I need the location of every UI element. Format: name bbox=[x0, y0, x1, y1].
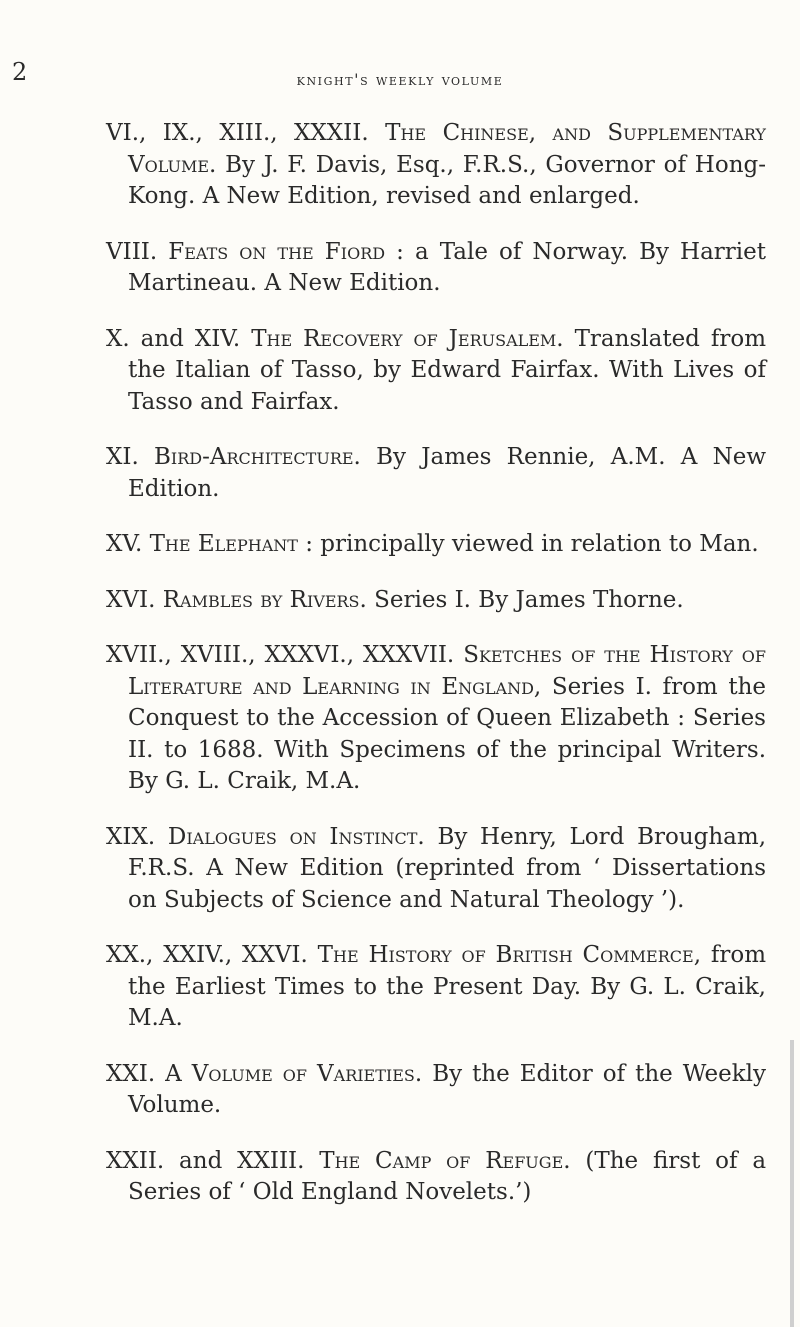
entry-details: principally viewed in relation to Man. bbox=[320, 531, 759, 557]
entry-numerals: VI., IX., XIII., XXXII. bbox=[106, 120, 369, 146]
entry-numerals: XVII., XVIII., XXXVI., XXXVII. bbox=[106, 642, 455, 668]
entry-numerals: XXI. bbox=[106, 1060, 156, 1087]
catalogue-entry bbox=[106, 1059, 766, 1122]
entry-title: Rambles by Rivers. bbox=[162, 586, 367, 613]
page-edge-shadow bbox=[790, 1040, 794, 1327]
catalogue-entry bbox=[106, 324, 766, 419]
entry-details: a Tale of Norway. By Harriet Martineau. A New Edition. bbox=[128, 238, 767, 296]
catalogue-entry bbox=[106, 237, 766, 300]
entry-numerals: XXII. and XXIII. bbox=[106, 1147, 305, 1174]
entry-title: Bird-Architecture. bbox=[154, 444, 361, 470]
entry-title: Sketches of the History of Literature and Learning in England, bbox=[128, 642, 766, 700]
entry-numerals: X. and XIV. bbox=[106, 325, 241, 352]
catalogue-entry bbox=[106, 585, 766, 617]
entry-numerals: XI. bbox=[106, 444, 139, 470]
running-head: knight's weekly volume bbox=[296, 70, 504, 89]
entry-numerals: XVI. bbox=[106, 586, 156, 613]
catalogue-list bbox=[106, 118, 766, 1233]
entry-title: The Camp of Refuge. bbox=[319, 1147, 571, 1174]
catalogue-entry bbox=[106, 640, 766, 798]
page-number: 2 bbox=[12, 58, 28, 86]
entry-details: By J. F. Davis, Esq., F.R.S., Governor of Hong-Kong. A New Edition, revised and enlarged. bbox=[128, 151, 766, 209]
entry-details: from the Earliest Times to the Present Day. By G. L. Craik, M.A. bbox=[128, 942, 767, 1031]
entry-title: The Recovery of Jerusalem. bbox=[251, 325, 564, 352]
entry-title: The Chinese, and Supplementary Volume. bbox=[128, 120, 766, 178]
entry-details: By Henry, Lord Brougham, F.R.S. A New Edition (reprinted from ‘ Dissertations on Subjects of Science and Natural Theology ’). bbox=[128, 823, 767, 913]
catalogue-entry bbox=[106, 118, 766, 213]
entry-details: By James Rennie, A.M. A New Edition. bbox=[128, 444, 767, 502]
entry-title: A Volume of Varieties. bbox=[165, 1060, 423, 1087]
entry-details: Series I. from the Conquest to the Accession of Queen Elizabeth : Series II. to 1688. With Specimens of the principal Writers. By G. L. Craik, M.A. bbox=[128, 673, 766, 794]
entry-numerals: XV. bbox=[106, 531, 143, 557]
entry-title: Feats on the Fiord : bbox=[168, 238, 404, 265]
entry-title: Dialogues on Instinct. bbox=[167, 823, 425, 850]
entry-details: Translated from the Italian of Tasso, by Edward Fairfax. With Lives of Tasso and Fairfax. bbox=[128, 325, 767, 415]
entry-numerals: XX., XXIV., XXVI. bbox=[106, 942, 308, 968]
catalogue-entry bbox=[106, 442, 766, 505]
entry-title: The History of British Commerce, bbox=[317, 942, 702, 968]
entry-title: The Elephant : bbox=[149, 531, 313, 557]
catalogue-entry bbox=[106, 822, 766, 917]
entry-numerals: XIX. bbox=[106, 823, 156, 850]
entry-details: Series I. By James Thorne. bbox=[374, 586, 684, 613]
catalogue-entry bbox=[106, 940, 766, 1035]
entry-numerals: VIII. bbox=[106, 238, 158, 265]
catalogue-entry bbox=[106, 1146, 766, 1209]
entry-details: (The first of a Series of ‘ Old England Novelets.’) bbox=[128, 1147, 767, 1205]
entry-details: By the Editor of the Weekly Volume. bbox=[128, 1060, 767, 1118]
catalogue-entry bbox=[106, 529, 766, 561]
